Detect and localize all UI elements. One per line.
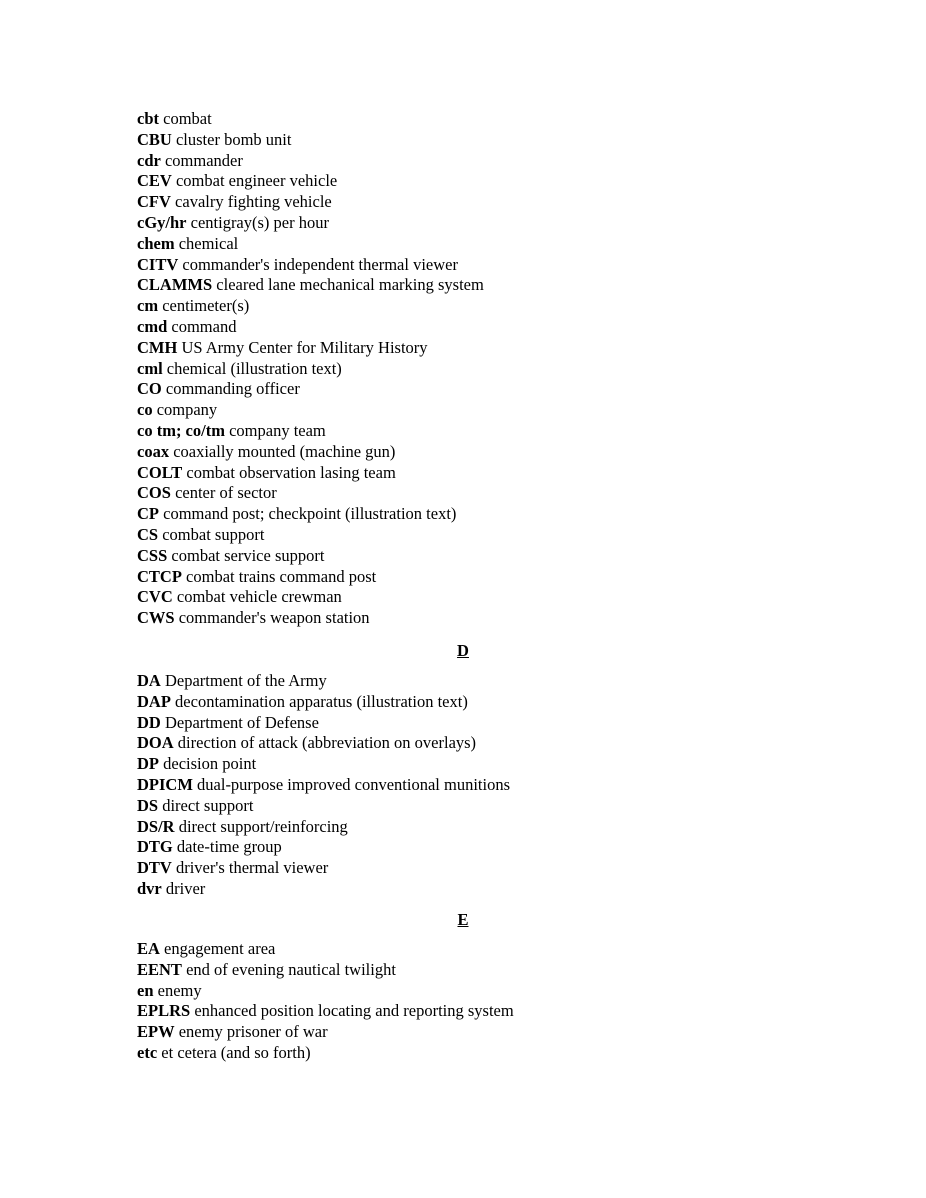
glossary-entry <box>137 296 837 317</box>
glossary-definition: Department of the Army <box>164 671 327 690</box>
glossary-abbreviation: EA <box>137 939 160 958</box>
glossary-abbreviation: cm <box>137 296 159 316</box>
glossary-definition: company <box>156 400 218 420</box>
glossary-abbreviation: DPICM <box>137 774 193 794</box>
glossary-entry <box>137 421 837 442</box>
glossary-abbreviation: cmd <box>137 316 168 336</box>
glossary-entry <box>137 109 837 130</box>
glossary-entry <box>137 817 837 838</box>
glossary-definition: combat <box>163 109 212 128</box>
glossary-definition: direction of attack (abbreviation on overlays) <box>177 733 477 753</box>
glossary-definition: et cetera (and so forth) <box>161 1042 311 1062</box>
glossary-definition: cleared lane mechanical marking system <box>216 275 484 295</box>
glossary-definition: direct support <box>162 795 254 815</box>
glossary-abbreviation: COLT <box>137 462 183 482</box>
glossary-abbreviation: CO <box>137 379 162 399</box>
glossary-definition: coaxially mounted (machine gun) <box>173 441 396 461</box>
glossary-abbreviation: DOA <box>137 733 174 753</box>
glossary-definition: driver <box>165 878 206 898</box>
glossary-entry <box>137 608 837 629</box>
glossary-abbreviation: cml <box>137 358 163 378</box>
glossary-abbreviation: DTG <box>137 837 173 857</box>
glossary-entry <box>137 130 837 151</box>
glossary-abbreviation: coax <box>137 441 170 461</box>
glossary-abbreviation: CBU <box>137 129 172 149</box>
glossary-definition: enemy <box>157 980 202 1000</box>
glossary-definition: cavalry fighting vehicle <box>175 192 332 212</box>
glossary-entry <box>137 713 837 734</box>
glossary-entry <box>137 879 837 900</box>
glossary-definition: commander's independent thermal viewer <box>182 254 458 274</box>
glossary-definition: commanding officer <box>165 379 300 399</box>
glossary-entry <box>137 692 837 713</box>
glossary-abbreviation: CFV <box>137 192 171 212</box>
glossary-abbreviation: CSS <box>137 545 168 565</box>
glossary-definition: command <box>171 316 237 336</box>
glossary-definition: cluster bomb unit <box>175 129 292 149</box>
glossary-entry <box>137 255 837 276</box>
glossary-entry <box>137 796 837 817</box>
glossary-abbreviation: DS/R <box>137 816 175 836</box>
glossary-definition: center of sector <box>175 483 277 503</box>
glossary-entry <box>137 400 837 421</box>
glossary-entry <box>137 317 837 338</box>
glossary-abbreviation: EPLRS <box>137 1001 191 1021</box>
glossary-definition: date-time group <box>176 837 282 857</box>
glossary-entry <box>137 338 837 359</box>
glossary-definition: enemy prisoner of war <box>178 1022 328 1042</box>
glossary-abbreviation: cdr <box>137 150 161 170</box>
glossary-definition: end of evening nautical twilight <box>186 959 396 979</box>
glossary-entry <box>137 442 837 463</box>
glossary-abbreviation: CP <box>137 504 159 524</box>
glossary-definition: company team <box>229 420 326 440</box>
glossary-definition: commander <box>164 150 243 170</box>
glossary-entry <box>137 1043 837 1064</box>
glossary-abbreviation: DTV <box>137 858 172 878</box>
glossary-definition: decision point <box>163 754 257 774</box>
glossary-definition: commander's weapon station <box>178 608 370 628</box>
glossary-abbreviation: CLAMMS <box>137 275 213 295</box>
glossary-entry <box>137 754 837 775</box>
glossary-abbreviation: CTCP <box>137 566 182 586</box>
glossary-abbreviation: cbt <box>137 109 159 128</box>
glossary-abbreviation: CWS <box>137 608 175 628</box>
glossary-abbreviation: EPW <box>137 1022 175 1042</box>
glossary-entry <box>137 960 837 981</box>
glossary-definition: combat support <box>162 524 265 544</box>
glossary-abbreviation: DP <box>137 754 159 774</box>
glossary-abbreviation: chem <box>137 233 175 253</box>
glossary-abbreviation: EENT <box>137 959 182 979</box>
glossary-definition: combat service support <box>171 545 325 565</box>
glossary-entry <box>137 1022 837 1043</box>
glossary-definition: combat engineer vehicle <box>175 171 338 191</box>
glossary-entry <box>137 525 837 546</box>
glossary-entry <box>137 234 837 255</box>
glossary-definition: Department of Defense <box>164 712 319 732</box>
glossary-abbreviation: etc <box>137 1042 158 1062</box>
glossary-definition: direct support/reinforcing <box>178 816 348 836</box>
glossary-entry <box>137 463 837 484</box>
glossary-entry <box>137 981 837 1002</box>
glossary-abbreviation: co <box>137 400 153 420</box>
glossary-entry <box>137 213 837 234</box>
glossary-definition: combat observation lasing team <box>186 462 396 482</box>
glossary-entry <box>137 483 837 504</box>
section-heading-d: D <box>457 641 469 660</box>
glossary-abbreviation: dvr <box>137 878 162 898</box>
glossary-entry <box>137 939 837 960</box>
glossary-definition: decontamination apparatus (illustration text) <box>175 691 468 711</box>
glossary-entry <box>137 192 837 213</box>
glossary-definition: enhanced position locating and reporting system <box>194 1001 514 1021</box>
glossary-abbreviation: DD <box>137 712 161 732</box>
glossary-abbreviation: CMH <box>137 337 178 357</box>
glossary-definition: engagement area <box>164 939 276 958</box>
glossary-entry <box>137 151 837 172</box>
glossary-abbreviation: CITV <box>137 254 179 274</box>
glossary-entry <box>137 359 837 380</box>
glossary-abbreviation: CEV <box>137 171 172 191</box>
glossary-entry <box>137 171 837 192</box>
glossary-abbreviation: DAP <box>137 691 171 711</box>
glossary-entry <box>137 504 837 525</box>
glossary-abbreviation: cGy/hr <box>137 212 187 232</box>
glossary-entry <box>137 546 837 567</box>
glossary-entry <box>137 858 837 879</box>
glossary-definition: centimeter(s) <box>162 296 250 316</box>
glossary-abbreviation: DA <box>137 671 161 690</box>
glossary-definition: command post; checkpoint (illustration text) <box>163 504 457 524</box>
glossary-entry <box>137 1001 837 1022</box>
glossary-entry <box>137 837 837 858</box>
glossary-entry <box>137 775 837 796</box>
glossary-definition: combat trains command post <box>186 566 377 586</box>
glossary-section-c <box>137 109 837 629</box>
glossary-entry <box>137 379 837 400</box>
glossary-abbreviation: DS <box>137 795 159 815</box>
glossary-definition: chemical <box>178 233 239 253</box>
glossary-abbreviation: co tm; co/tm <box>137 420 225 440</box>
glossary-entry <box>137 587 837 608</box>
glossary-entry <box>137 567 837 588</box>
glossary-abbreviation: CS <box>137 524 159 544</box>
glossary-definition: dual-purpose improved conventional munitions <box>197 774 511 794</box>
glossary-abbreviation: CVC <box>137 587 173 607</box>
glossary-entry <box>137 671 837 692</box>
section-heading-e: E <box>457 910 469 929</box>
glossary-definition: chemical (illustration text) <box>166 358 342 378</box>
glossary-entry <box>137 733 837 754</box>
glossary-abbreviation: COS <box>137 483 171 503</box>
glossary-definition: combat vehicle crewman <box>176 587 342 607</box>
glossary-definition: US Army Center for Military History <box>181 337 428 357</box>
glossary-definition: driver's thermal viewer <box>175 858 329 878</box>
glossary-section-d <box>137 671 837 900</box>
glossary-entry <box>137 275 837 296</box>
glossary-abbreviation: en <box>137 980 154 1000</box>
glossary-definition: centigray(s) per hour <box>190 212 329 232</box>
glossary-section-e <box>137 939 837 1064</box>
